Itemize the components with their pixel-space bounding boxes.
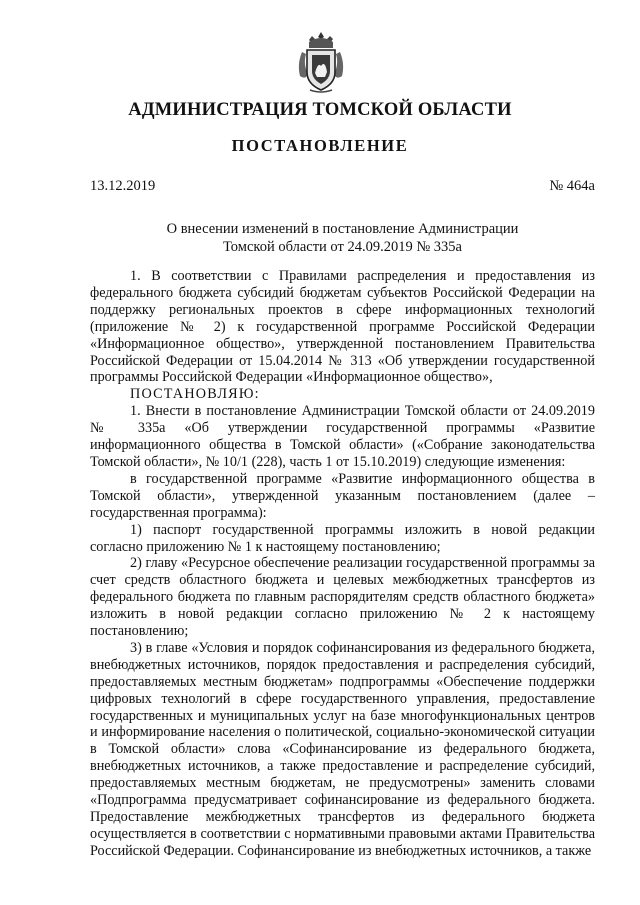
body-paragraph: в государственной программе «Развитие информационного общества в Томской области», утвержденной указанным постановлением (далее – государственная программа): [90, 470, 595, 521]
document-title [90, 221, 595, 256]
tomsk-coat-of-arms-icon [296, 30, 346, 94]
document-date: 13.12.2019 [90, 178, 156, 194]
document-type: ПОСТАНОВЛЕНИЕ [231, 136, 409, 155]
decree-word: ПОСТАНОВЛЯЮ: [130, 386, 260, 403]
body-paragraph: 1. Внести в постановление Администрации Томской области от 24.09.2019 № 335а «Об утверждении государственной программы «Развитие информационного общества в Томской области» («Собрание законодательства Томской области», № 10/1 (228), часть 1 от 15.10.2019) следующие изменения: [90, 403, 595, 470]
document-title-line: О внесении изменений в постановление Администрации [166, 221, 519, 237]
document-body [90, 268, 595, 860]
body-paragraph: 1) паспорт государственной программы изложить в новой редакции согласно приложению № 1 к настоящему постановлению; [90, 521, 595, 555]
body-paragraph: 2) главу «Ресурсное обеспечение реализации государственной программы за счет средств областного бюджета и целевых межбюджетных трансфертов из федерального бюджета по главным распорядителям средств областного бюджета» изложить в новой редакции согласно приложению № 2 к настоящему постановлению; [90, 555, 595, 640]
document-number: № 464а [549, 178, 595, 194]
organization-name: АДМИНИСТРАЦИЯ ТОМСКОЙ ОБЛАСТИ [128, 100, 512, 120]
body-paragraph: 3) в главе «Условия и порядок софинансирования из федерального бюджета, внебюджетных источников, порядок предоставления и распределения субсидий, предоставляемых местным бюджетам» подпрограммы «Обеспечение поддержки цифровых технологий в сфере государственного управления, предоставление государственных и муниципальных услуг на базе многофункциональных центров и информирование населения о политической, социально-экономической ситуации в Томской области» слова «Софинансирование из федерального бюджета, внебюджетных источников, а также предоставление и распределение субсидий, предоставляемых местным бюджетам, не предусмотрены» заменить словами «Подпрограмма предусматривает софинансирование из федерального бюджета. Предоставление межбюджетных трансфертов из федерального бюджета осуществляется в соответствии с нормативными правовыми актами Правительства Российской Федерации. Софинансирование из внебюджетных источников, а также [90, 639, 595, 859]
body-paragraph: 1. В соответствии с Правилами распределения и предоставления из федерального бюджета субсидий бюджетам субъектов Российской Федерации на поддержку региональных проектов в сфере информационных технологий (приложение № 2) к государственной программе Российской Федерации «Информационное общество», утвержденной постановлением Правительства Российской Федерации от 15.04.2014 № 313 «Об утверждении государственной программы Российской Федерации «Информационное общество», [90, 268, 595, 386]
document-title-line: Томской области от 24.09.2019 № 335а [223, 238, 462, 255]
